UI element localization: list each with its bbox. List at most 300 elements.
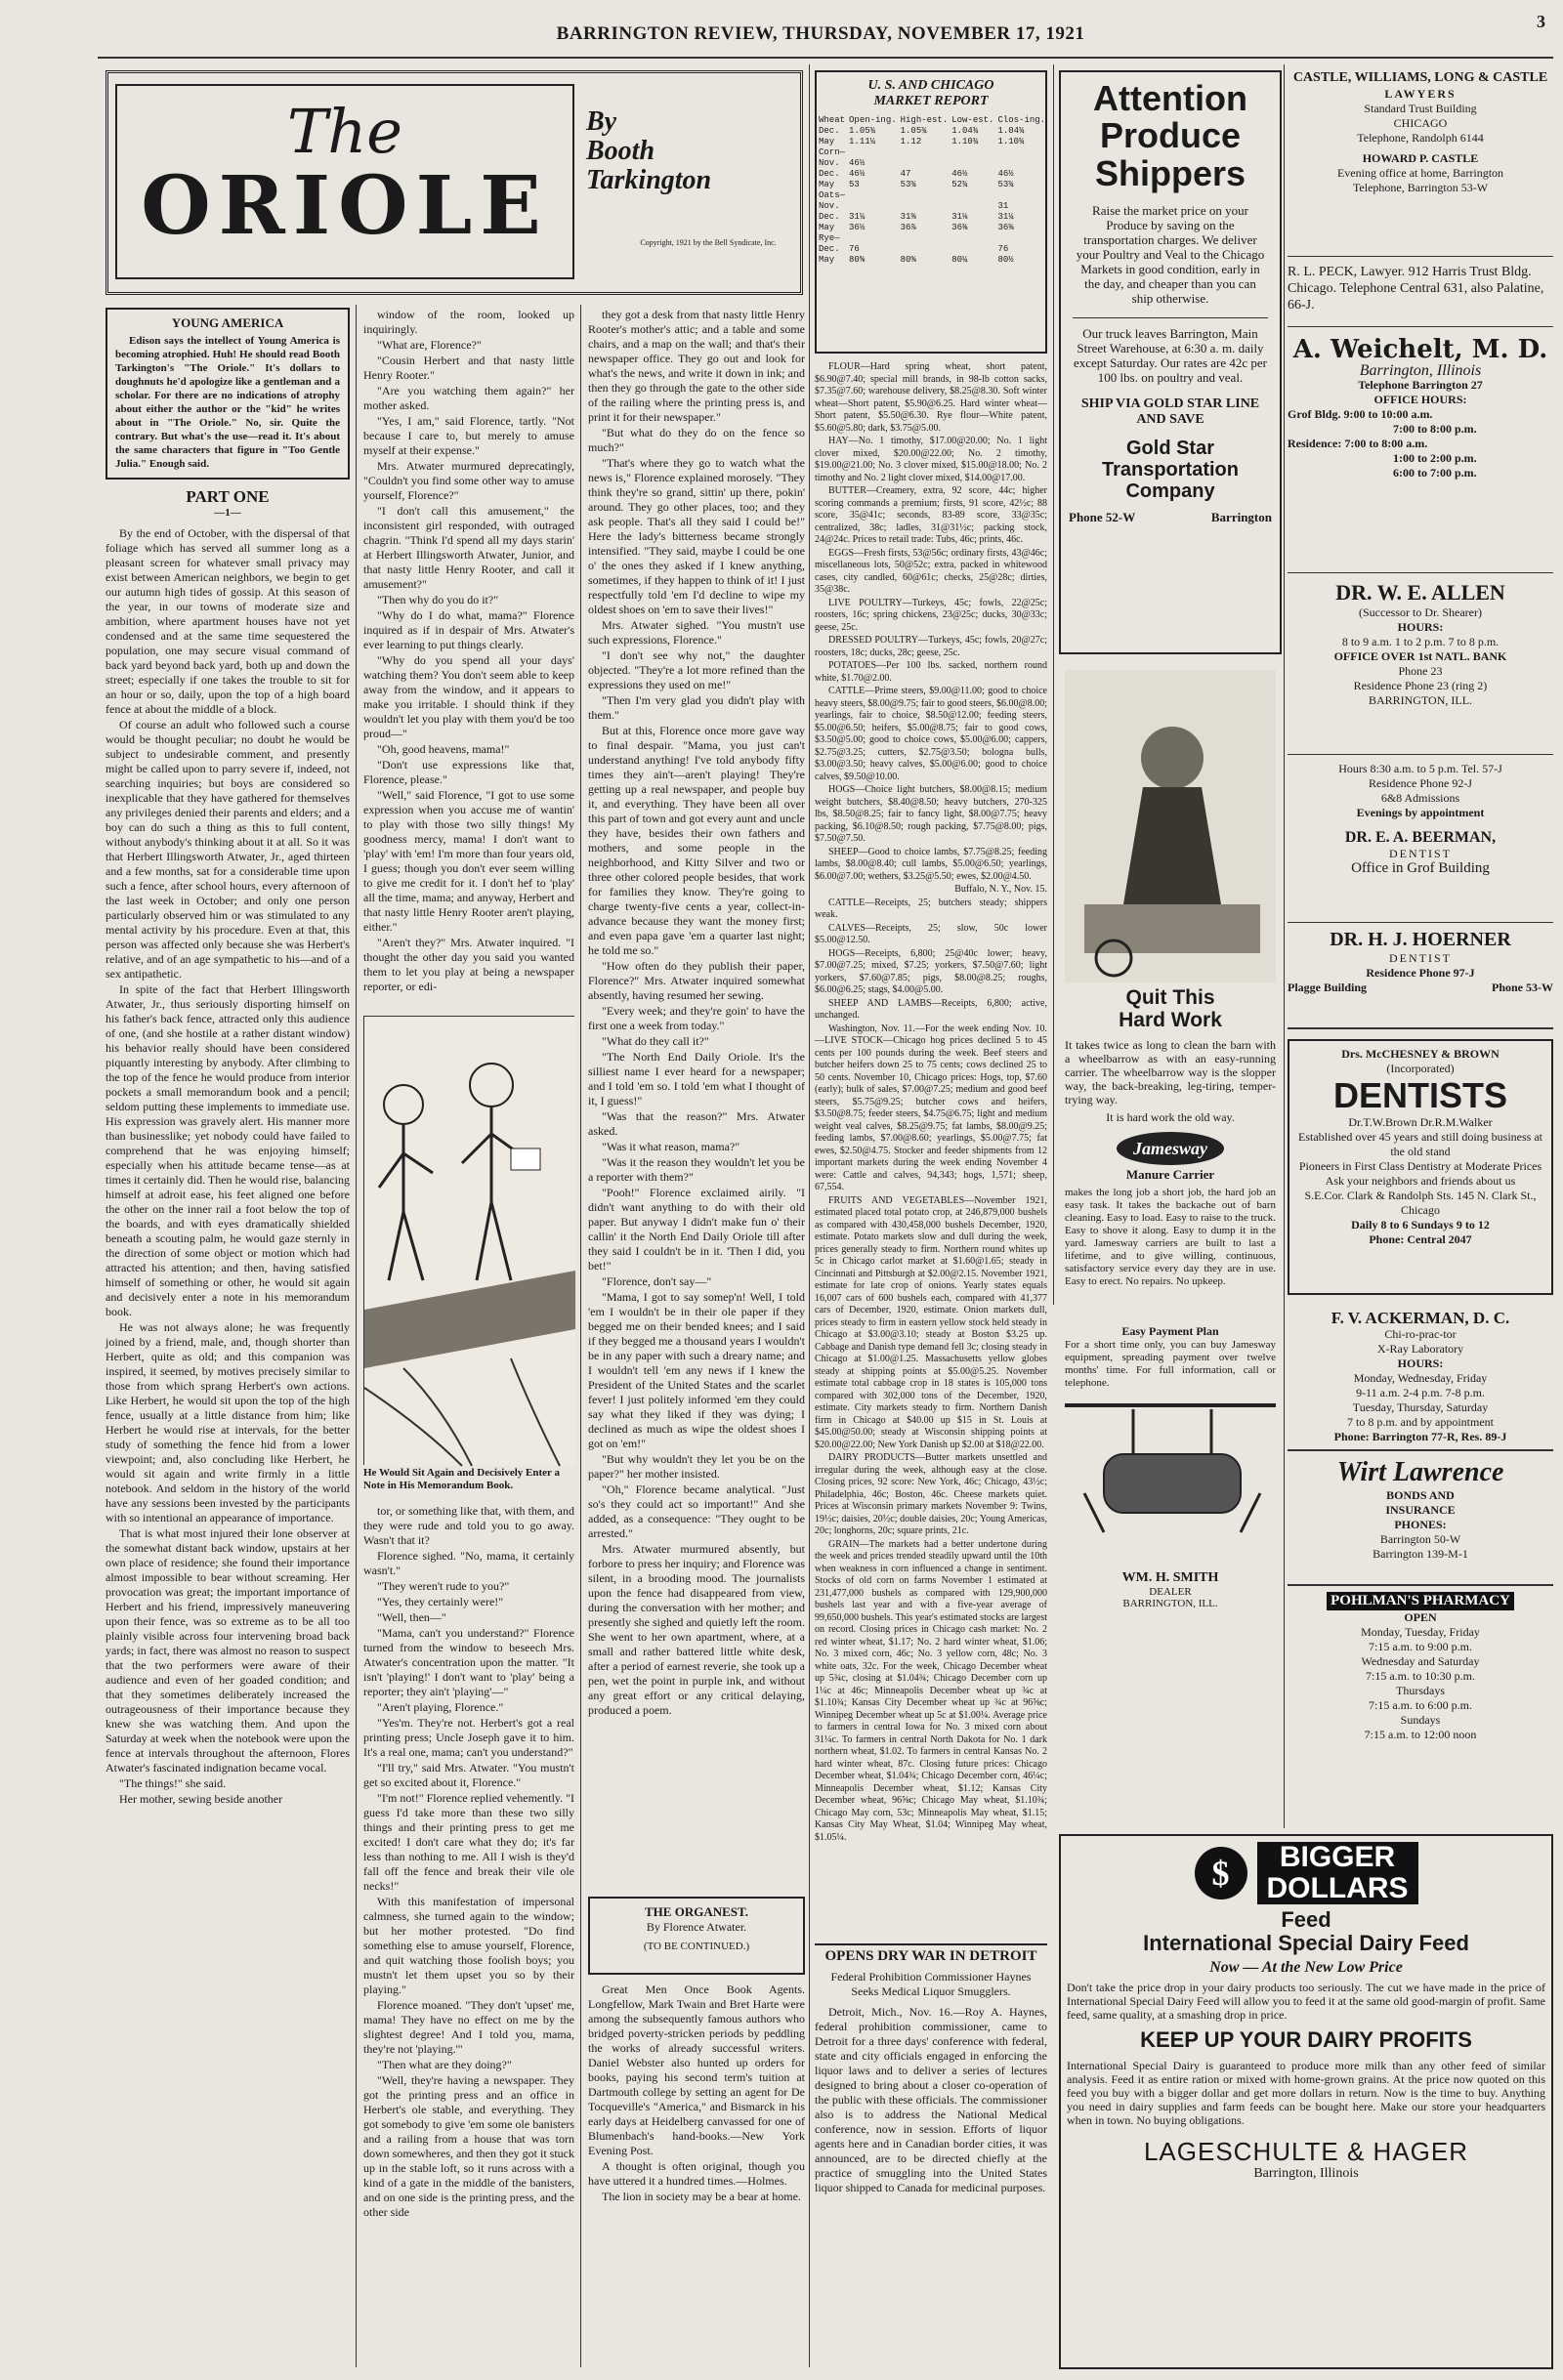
ackerman-line: 9-11 a.m. 2-4 p.m. 7-8 p.m.: [1356, 1386, 1485, 1399]
bigger-dollars-header: [1067, 1842, 1545, 1904]
dry-war-body: Detroit, Mich., Nov. 16.—Roy A. Haynes, federal prohibition commissioner, came to Detroit for a three days' conference with federal, state and city officials engaged in enforcing the liquor laws and to deliver a series of lectures designed to bring about a closer co-operation of the public with these officials. The commissioner also is to address the National Medical conference, now in session. Efforts of liquor agents here and in Canadian border cities, it was announced, are to be directed chiefly at the practice of smuggling into the United States liquor shipped to Canada for medicinal purposes.: [815, 2005, 1047, 2194]
young-america-box: [106, 308, 350, 480]
part-one-head: PART ONE: [186, 487, 270, 506]
allen-hours: HOURS:: [1397, 620, 1444, 634]
attention-phone: Phone 52-W: [1069, 510, 1136, 524]
market-cell: 1.10¾: [997, 137, 1025, 146]
payment-body: For a short time only, you can buy Jamesway equipment, spreading payment over twelve months' time. For full information, call or telephone.: [1065, 1339, 1276, 1389]
story-paragraph: "Well, they're having a newspaper. They got the printing press and an office in Herbert's ole stable, and everything. They got somebody to give 'em some ole banisters and a railing from a house that was torn down somewheres, and then they got it stuck up in the stable loft, so it runs across with a kind of a gate in the middle of the banisters, and on one side is the printing press, and the other side: [363, 2073, 574, 2219]
story-paragraph: tor, or something like that, with them, and they were rude and told you to go away. Wasn't that it?: [363, 1504, 574, 1547]
story-paragraph: With this manifestation of impersonal calmness, she turned again to the window; but her mother protested. "Do find something else to amuse yourself, Florence, and quit watching those foolish boys; you mustn't let them upset you so by their playing.": [363, 1895, 574, 1996]
lawrence-line: PHONES:: [1394, 1518, 1447, 1531]
pharmacy-card: [1288, 1592, 1553, 1742]
market-paragraph: SHEEP AND LAMBS—Receipts, 6,800; active, unchanged.: [815, 997, 1047, 1021]
market-paragraph: FLOUR—Hard spring wheat, short patent, $6.90@7.40; special mill brands, in 98-lb cotton sacks, $7.35@7.60; warehouse delivery, $8.25@8.30. Soft winter wheat—Short patent, $5.90@6.25. Hard winter wheat—Short patent, $5.50@6.30. Rye flour—White patent, $5.60@5.80; dark, $3.75@5.00.: [815, 361, 1047, 434]
market-cell: Oats—: [819, 190, 846, 200]
market-col-head: Wheat: [819, 115, 846, 125]
market-cell: 31¼: [849, 212, 866, 222]
market-cell: 36⅜: [951, 223, 968, 232]
beerman-line: Residence Phone 92-J: [1369, 776, 1472, 790]
market-cell: 36⅞: [900, 223, 916, 232]
market-row: [817, 244, 1047, 255]
allen-line: BARRINGTON, ILL.: [1368, 693, 1473, 707]
bigger-dollars-title: [1257, 1842, 1418, 1904]
story-paragraph: "Yes'm. They're not. Herbert's got a real printing press; Uncle Joseph gave it to him. It's a real one, mama; can't you understand?": [363, 1716, 574, 1759]
castle-card: [1288, 68, 1553, 195]
dealer-role: DEALER: [1149, 1586, 1192, 1598]
attention-truck: Our truck leaves Barrington, Main Street Warehouse, at 6:30 a. m. daily except Saturday. Our rates are 42c per 100 lbs. on poultry and veal.: [1073, 317, 1268, 385]
market-paragraph: LIVE POULTRY—Turkeys, 45c; fowls, 22@25c; roosters, 16c; spring chickens, 23@25c; ducks, 30@33c; geese, 25c.: [815, 597, 1047, 633]
jamesway-product: Manure Carrier: [1125, 1167, 1215, 1182]
market-paragraph: CALVES—Receipts, 25; slow, 50c lower $5.00@12.50.: [815, 922, 1047, 945]
ackerman-card: [1288, 1309, 1553, 1444]
market-cell: 1.10¾: [951, 137, 979, 146]
market-col-head: Low-est.: [951, 115, 994, 125]
page-number: 3: [1537, 12, 1545, 31]
story-paragraph: Mrs. Atwater sighed. "You mustn't use such expressions, Florence.": [588, 618, 805, 647]
allen-line: Phone 23: [1398, 664, 1443, 678]
story-paragraph: In spite of the fact that Herbert Illingsworth Atwater, Jr., thus seriously disporting himself on his father's back fence, attracted only this audience of one, (and she hostile at a rather distant window) his behavior really should have been considered piquantly interesting by anybody. After climbing to the top of the fence he would produce from interior pockets a small memorandum book and a pencil; seldom putting these implements to immediate use. His expression was gravely alert. His manner more than businesslike; yet nobody could have failed to comprehend that he was enjoying himself; especially when his attitude became tense—as at times it certainly did. Then he would rise, balancing himself at adroit ease, his feet aligned one before the other on the inner rail a foot below the top of the boards, and with eyes dramatically shielded beneath a scouting palm, he would gaze sternly in the direction of some object or motion which had attracted his attention; and then, having satisfied himself of something or other, he would sit again and decisively enter a note in his memorandum book.: [106, 982, 350, 1318]
bigger-product: International Special Dairy Feed: [1143, 1931, 1469, 1955]
beerman-line: 6&8 Admissions: [1380, 791, 1460, 805]
story-paragraph: "What are, Florence?": [377, 338, 482, 352]
market-paragraph: GRAIN—The markets had a better undertone during the week and prices trended steadily upward until the 10th when weakness in corn influenced a change in sentiment. Stocks of old corn on farms November 1 estimated at 231,477,000 bushels as compared with 129,900,000 bushels last year and with a five-year average of 99,650,000 bushels. This year's estimated stocks are largest on record. Closing prices in Chicago cash market: No. 2 red winter wheat, $1.17; No. 2 hard winter wheat, $1.06; No. 3 mixed corn, 46c; No. 3 yellow corn, 48c; No. 3 white oats, 32c. For the week, Chicago December wheat up 5¾c, closing at $1.04¾; Chicago December corn up 1¼c at 46c; Minneapolis December wheat up ¾c at $1.10¾; Kansas City December wheat up ¾c at 96⅝c; Winnipeg December wheat up 5c at $1.00¼. Average price to farmers in central Iowa for No. 3 mixed corn about 31¼c. To farmers in central North Dakota for No. 1 dark northern wheat, $1.02. To farmers in central Kansas No. 2 hard winter wheat, 87c. Closing future prices: Chicago December wheat, $1.04¾; Chicago December corn, 46¼c; Minneapolis December wheat, $1.12; Kansas City December wheat, 96⅝c; Chicago May wheat, $1.10¾; Chicago May corn, 53c; Minneapolis May wheat, $1.15; Kansas City May Wheat, $1.04; Winnipeg May wheat, $1.05¼.: [815, 1538, 1047, 1843]
market-row: [817, 180, 1047, 190]
market-title-1: U. S. AND CHICAGO: [867, 78, 994, 93]
market-cell: Dec.: [819, 244, 840, 254]
market-col-head: Clos-ing.: [997, 115, 1046, 125]
story-paragraph: "Why do I do what, mama?" Florence inquired as if in despair of Mrs. Atwater's ever learning to put things clearly.: [363, 608, 574, 651]
market-table: [817, 115, 1047, 266]
market-cell: 80⅝: [849, 255, 866, 265]
market-cell: [847, 201, 899, 212]
weichelt-card: [1288, 336, 1553, 480]
story-paragraph: "Then why do you do it?": [377, 593, 499, 606]
market-row: [817, 255, 1047, 266]
dentists-inc: (Incorporated): [1386, 1062, 1455, 1075]
hoerner-role: DENTIST: [1389, 951, 1452, 965]
market-cell: 46½: [997, 169, 1014, 179]
dentists-top: Drs. McCHESNEY & BROWN: [1341, 1047, 1500, 1061]
filler-paragraph: A thought is often original, though you have uttered it a hundred times.—Holmes.: [588, 2159, 805, 2188]
hoerner-footer: [1288, 981, 1553, 995]
market-text-column: [815, 361, 1047, 1843]
market-cell: [847, 190, 899, 201]
market-cell: [950, 201, 995, 212]
story-paragraph: "Aren't they?" Mrs. Atwater inquired. "I thought the other day you said you wanted them to let you play at being a newspaper reporter, or edi-: [363, 936, 574, 993]
pharmacy-line: Monday, Tuesday, Friday: [1361, 1625, 1480, 1639]
market-paragraph: CATTLE—Prime steers, $9.00@11.00; good to choice heavy steers, $8.00@9.75; fair to good steers, $6.00@8.00; yearlings, fair to choice, $8.50@12.00; feeding steers, $5.00@6.50; heifers, $5.00@8.75; fair to good cows, $3.50@5.00; good to choice cows, $5.00@6.00; cappers, $2.75@3.25; cutters, $2.75@3.50; bologna bulls, $3.00@3.50; heavy calves, $5.00@6.00; good to choice calves, $9.50@10.00.: [815, 686, 1047, 782]
story-paragraph: "They weren't rude to you?": [377, 1579, 510, 1593]
story-paragraph: "Cousin Herbert and that nasty little Henry Rooter.": [363, 354, 574, 382]
story-paragraph: Mrs. Atwater murmured absently, but forbore to press her inquiry; and Florence was silent, in a brooding mood. The journalists upon the fence had disappeared from view, during the conversation with her mother; and presently she sighed and quietly left the room. She went to her own apartment, where, at a small and rather battered little white desk, after a period of earnest reverie, she took up a pen, wet the point in purple ink, and without any great effort or any critical delaying, produced a poem.: [588, 1542, 805, 1717]
card-divider: [1288, 256, 1553, 257]
story-column-3: [588, 308, 805, 1890]
attention-footer: [1069, 510, 1272, 525]
bigger-now: Now — At the New Low Price: [1209, 1959, 1403, 1976]
market-row: [817, 158, 1047, 169]
weichelt-hours-row: 6:00 to 7:00 p.m.: [1393, 466, 1477, 480]
market-paragraph: SHEEP—Good to choice lambs, $7.75@8.25; feeding lambs, $8.00@8.40; cull lambs, $5.00@6.50; yearlings, $6.00@7.00; wethers, $3.25@5.50; ewes, $2.00@4.50.: [815, 846, 1047, 882]
story-column-2-top: [363, 308, 574, 1011]
market-cell: 80⅝: [900, 255, 916, 265]
weichelt-name: A. Weichelt, M. D.: [1292, 335, 1548, 364]
hoerner-card: [1288, 928, 1553, 995]
story-paragraph: "I'm not!" Florence replied vehemently. "I guess I'd take more than these two silly things and their printing press to get me excited! I don't care what they do; it's far less than nothing to me. All I wish is they'd fall off the fence and break their vile ole necks!": [363, 1791, 575, 1893]
story-paragraph: "Was it the reason they wouldn't let you be a reporter with them?": [588, 1155, 805, 1184]
market-row: [817, 212, 1047, 223]
market-cell: May: [819, 180, 835, 189]
story-paragraph: By the end of October, with the dispersal of that foliage which has served all summer long as a pleasant screen for whatever small privacy may exist between American neighbors, we begin to get our autumn high tides of gossip. At this season of the year, in our towns of moderate size and ambition, where apartment houses have not yet condensed and at the same time sequestered the population, one may secure visual command of back yard beyond back yard, both up and down the street; especially if one takes the trouble to sit for an hour or so, daily, upon the top of a high board fence at about the middle of a block.: [106, 526, 350, 716]
market-row: [817, 147, 1047, 158]
market-paragraph: HAY—No. 1 timothy, $17.00@20.00; No. 1 light clover mixed, $20.00@22.00; No. 2 timothy, $19.00@21.00; No. 3 clover mixed, $15.00@18.00; No. 2 timothy and No. 2 light clover mixed, $14.00@17.00.: [815, 436, 1047, 483]
story-paragraph: Of course an adult who followed such a course would be thought peculiar; no doubt he would be subject to undesirable comment, and presently might be called upon to parry severe if, indeed, not searching inquiries; but boys are considered so inexplicable that they have gathered for themselves any privileges denied their parents and elders; and a boy can do such a thing as this to full content, without anybody's thinking about it at all. So it was that Herbert Illingsworth Atwater, Jr., aged thirteen and a few months, sat for a considerable time upon such a fence, after school hours, every afternoon of the last week in October; and only one person particularly observed him or was stimulated to any mental activity by his procedure. Even at that, this person was affected only because she was Herbert's relative, and of an age sympathetic to his—and of a sex antipathetic.: [106, 718, 350, 981]
story-paragraph: "Florence, don't say—": [602, 1274, 712, 1288]
market-cell: 31⅜: [900, 212, 916, 222]
story-paragraph: Florence sighed. "No, mama, it certainly wasn't.": [363, 1549, 574, 1577]
market-row: [817, 126, 1047, 137]
story-paragraph: "But why wouldn't they let you be on the paper?" her mother insisted.: [588, 1452, 805, 1481]
market-col-head: High-est.: [900, 115, 949, 125]
market-cell: May: [819, 137, 835, 146]
illustration-caption: He Would Sit Again and Decisively Enter a Note in His Memorandum Book.: [363, 1467, 560, 1491]
pharmacy-line: 7:15 a.m. to 6:00 p.m.: [1369, 1698, 1472, 1712]
market-cell: 1.12: [900, 137, 922, 146]
filler-paragraph: The lion in society may be a bear at home.: [602, 2190, 801, 2203]
market-cell: 53¾: [900, 180, 916, 189]
bigger-town: Barrington, Illinois: [1253, 2166, 1359, 2181]
attention-head-1: Attention: [1093, 78, 1247, 118]
pharmacy-line: 7:15 a.m. to 12:00 noon: [1364, 1728, 1477, 1741]
market-row: [817, 223, 1047, 233]
allen-card: [1288, 580, 1553, 708]
market-cell: Dec.: [819, 126, 840, 136]
organist-title: THE ORGANEST.: [645, 1904, 748, 1919]
market-cell: Rye—: [819, 233, 840, 243]
oriole-title-box: [115, 84, 574, 279]
allen-name: DR. W. E. ALLEN: [1335, 580, 1505, 605]
market-cell: 52¾: [951, 180, 968, 189]
ackerman-line: Tuesday, Thursday, Saturday: [1352, 1400, 1489, 1414]
dentists-line: Phone: Central 2047: [1369, 1232, 1472, 1246]
weichelt-hours-row: 7:00 to 8:00 p.m.: [1393, 422, 1477, 436]
bigger-feed: Feed: [1281, 1907, 1331, 1932]
story-paragraph: "Then what are they doing?": [377, 2058, 512, 2071]
market-row: [817, 169, 1047, 180]
story-paragraph: "Then I'm very glad you didn't play with them.": [588, 693, 805, 722]
weichelt-hours-row: 1:00 to 2:00 p.m.: [1393, 451, 1477, 465]
story-paragraph: He was not always alone; he was frequently joined by a friend, male, and, though shorter than Herbert, quite as old; and this companion was inspired, it seemed, by motives precisely similar to those from which sprang Herbert's own actions. Like Herbert, he would sit upon the top of the high fence, usually at a little distance from him; like Herbert he would rise at intervals, for the better study of something the fence hid from a lower viewpoint; and, also concluding like Herbert, he would sit again and write firmly in a little notebook. And seldom in the history of the world have any sessions been invested by the participants with so intentional an appearance of importance.: [106, 1320, 350, 1524]
castle-line: Telephone, Barrington 53-W: [1352, 181, 1489, 194]
hoerner-bldg: Plagge Building: [1288, 981, 1368, 994]
market-cell: [950, 147, 995, 158]
market-cell: 46½: [849, 169, 866, 179]
market-paragraph: HOGS—Choice light butchers, $8.00@8.15; medium weight butchers, $8.40@8.50; heavy butchers, 270-325 lbs, $8.50@8.25; fair to fancy light, $8.00@7.75; heavy packing, $6.10@8.50; rough packing, $7.75@8.00; pigs, $7.50@7.50.: [815, 784, 1047, 844]
peck-card: R. L. PECK, Lawyer. 912 Harris Trust Bldg. Chicago. Telephone Central 631, also Palatine, 66-J.: [1288, 265, 1544, 313]
pharmacy-line: Wednesday and Saturday: [1361, 1654, 1480, 1668]
lawrence-line: INSURANCE: [1385, 1503, 1456, 1517]
card-divider: [1288, 1584, 1553, 1586]
allen-line: Residence Phone 23 (ring 2): [1353, 679, 1488, 692]
oriole-title-word: ORIOLE: [141, 159, 549, 253]
dentists-line: S.E.Cor. Clark & Randolph Sts. 145 N. Clark St., Chicago: [1304, 1189, 1537, 1217]
ackerman-role: Chi-ro-prac-tor: [1384, 1327, 1457, 1341]
oriole-byline: [586, 107, 791, 195]
weichelt-hours-row: Residence: 7:00 to 8:00 a.m.: [1288, 437, 1428, 450]
ackerman-line: Monday, Wednesday, Friday: [1353, 1371, 1488, 1385]
market-cell: [847, 233, 899, 244]
story-paragraph: "But what do they do on the fence so much?": [588, 426, 805, 454]
column-rule: [809, 64, 810, 2367]
quit-head-1: Quit This: [1125, 986, 1215, 1009]
payment-head: Easy Payment Plan: [1121, 1324, 1219, 1338]
market-cell: 31⅛: [951, 212, 968, 222]
pharmacy-name: POHLMAN'S PHARMACY: [1327, 1592, 1514, 1610]
hoerner-name: DR. H. J. HOERNER: [1330, 929, 1511, 950]
jamesway-ad-lower: [1059, 1318, 1282, 1650]
weichelt-hours: OFFICE HOURS:: [1373, 393, 1467, 406]
organist-continued: (TO BE CONTINUED.): [643, 1941, 750, 1952]
author-first: Booth: [586, 136, 655, 166]
dealer-town: BARRINGTON, ILL.: [1122, 1598, 1218, 1609]
story-illustration: [363, 1016, 574, 1465]
story-paragraph: Mrs. Atwater murmured deprecatingly, "Couldn't you find some other way to amuse yourself, Florence?": [363, 459, 574, 502]
market-paragraph: DAIRY PRODUCTS—Butter markets unsettled and irregular during the week, although easy at the close. Closing prices, 92 score: New York, 46c; Chicago, 43½c; Philadelphia, 46c; Boston, 46c. Cheese markets quiet. Prices at Wisconsin primary markets November 9: Twins, 19½c; daisies, 20½c; double daisies, 20c; Young Americas, 20c; longhorns, 20c; square prints, 21c.: [815, 1452, 1047, 1536]
jamesway-features: makes the long job a short job, the hard job an easy task. It takes the backache out of barn cleaning. Easy to load. Easy to raise to the truck. Easy to shove it along. Easy to dump it in the yard. Jamesway carriers are built to last a lifetime, and to give willing, continuous, satisfactory service every day they are in use. Easy to erect. No repairs. No upkeep.: [1065, 1187, 1276, 1287]
market-cell: May: [819, 255, 835, 265]
market-paragraph: Washington, Nov. 11.—For the week ending Nov. 10.—LIVE STOCK—Chicago hog prices declined 5 to 45 cents per 100 pounds during the week. Beef steers and butcher heifers down 25 to 75 cents; cows declined 25 to 50 cents. November 10, Chicago prices: Hogs, top, $7.60 (early); bulk of sales, $7.00@7.25; medium and good beef steers, $5.75@9.25; butcher cows and heifers, $3.50@8.75; feeder steers, $4.75@6.75; light and medium weight veal calves, $8.25@9.75; fat lambs, $8.00@9.25; feeding lambs, $7.00@8.60; yearlings, $5.00@7.75; fat ewes, $2.50@4.75. Stocker and feeder shipments from 12 important markets during the week ending November 4 were: Cattle and calves, 94,343; hogs, 1,571; sheep, 67,554.: [815, 1023, 1047, 1192]
story-paragraph: "Mama, I got to say somep'n! Well, I told 'em I wouldn't be in their ole paper if they begged me on their bended knees; and I said if they begged me a thousand years I wouldn't be in any paper with such a dreary name; and I wouldn't tell 'em any news if I knew the President of the United States and the scarlet fever! I just politely informed 'em they could say what they liked if they was dying; I declined as much as wipe the oldest shoes I got on 'em!": [588, 1290, 805, 1450]
dollar-coin-icon: $: [1195, 1847, 1247, 1900]
lawrence-line: Barrington 139-M-1: [1373, 1547, 1468, 1561]
quit-body-2: It is hard work the old way.: [1106, 1110, 1235, 1124]
story-column-1: [106, 308, 350, 2368]
story-paragraph: "I don't call this amusement," the inconsistent girl responded, with outraged chagrin. "Think I'd spend all my days starin' at Herbert Illingsworth Atwater, Junior, and that nasty little Henry Rooter, and call it amusement?": [363, 504, 574, 591]
boys-on-fence-illustration: [364, 1017, 575, 1466]
market-paragraph: HOGS—Receipts, 6,800; 25@40c lower; heavy, $7.00@7.25; mixed, $7.25; yorkers, $7.50@7.60; light yorkers, $7.60@7.85; pigs, $8.00@8.25; roughs, $6.00@6.25; stags, $4.00@5.00.: [815, 947, 1047, 995]
story-paragraph: window of the room, looked up inquiringly.: [363, 308, 574, 336]
market-report-box: [815, 70, 1047, 354]
story-paragraph: "Oh, good heavens, mama!": [377, 742, 510, 756]
oriole-title-the: The: [287, 96, 402, 167]
ackerman-line: Phone: Barrington 77-R, Res. 89-J: [1333, 1430, 1507, 1443]
dry-war-head: OPENS DRY WAR IN DETROIT: [815, 1943, 1047, 1964]
castle-line: CHICAGO: [1393, 116, 1448, 130]
story-paragraph: "Don't use expressions like that, Florence, please.": [363, 758, 574, 786]
market-row: [817, 233, 1047, 244]
story-column-2-bottom: [363, 1504, 574, 2368]
market-row: [817, 201, 1047, 212]
story-paragraph: "Aren't playing, Florence.": [377, 1700, 504, 1714]
story-paragraph: "I don't see why not," the daughter objected. "They're a lot more refined than the expressions they used on me!": [588, 648, 805, 691]
attention-head-2: Produce: [1099, 115, 1242, 155]
market-cell: 53: [849, 180, 860, 189]
castle-role: LAWYERS: [1384, 87, 1457, 101]
dentists-line: Established over 45 years and still doing business at the old stand: [1298, 1130, 1542, 1158]
market-cell: Nov.: [819, 158, 840, 168]
market-table-body: [817, 126, 1047, 266]
attention-head-3: Shippers: [1094, 153, 1246, 193]
market-cell: [899, 201, 950, 212]
story-paragraph: "Why do you spend all your days' watching them? You don't seem able to keep away from the window, and it appears to make you irritable. I should think if they wouldn't let you play with them you'd be too proud—": [363, 653, 574, 740]
part-one-sub: —1—: [214, 507, 241, 519]
dentists-line: Ask your neighbors and friends about us: [1325, 1174, 1516, 1188]
story-paragraph: "How often do they publish their paper, Florence?" Mrs. Atwater inquired somewhat absently, having resumed her sewing.: [588, 959, 805, 1002]
market-cell: Dec.: [819, 212, 840, 222]
market-cell: [995, 158, 1047, 169]
market-cell: 31¼: [997, 212, 1014, 222]
market-cell: 1.04¾: [997, 126, 1025, 136]
market-cell: 46½: [951, 169, 968, 179]
weichelt-tel: Telephone Barrington 27: [1358, 378, 1483, 392]
market-cell: 1.04¾: [951, 126, 979, 136]
by-label: By: [586, 106, 617, 137]
market-paragraph: BUTTER—Creamery, extra, 92 score, 44c; higher scoring commands a premium; firsts, 91 score, 42½c; 88 score, 35@41c; seconds, 83-89 score, 33@35c; centralized, 38c; ladles, 31@31½c; packing stock, 24@24c. Prices to retail trade: Tubs, 46c; prints, 46c.: [815, 485, 1047, 545]
story-paragraph: "Pooh!" Florence exclaimed airily. "I didn't want anything to do with their old paper. But anyway I didn't make fun o' their callin' it the North End Daily Oriole till after they said I couldn't be in it. 'Then I did, you bet!": [588, 1186, 805, 1273]
pharmacy-open: OPEN: [1404, 1610, 1437, 1624]
dentists-drs: Dr.T.W.Brown Dr.R.M.Walker: [1348, 1115, 1493, 1129]
young-america-head: YOUNG AMERICA: [171, 315, 284, 330]
pharmacy-line: 7:15 a.m. to 9:00 p.m.: [1369, 1640, 1472, 1653]
hoerner-res: Residence Phone 97-J: [1366, 966, 1475, 980]
market-cell: [899, 147, 950, 158]
weichelt-hours-row: Grof Bldg. 9:00 to 10:00 a.m.: [1288, 407, 1433, 421]
card-divider: [1288, 1027, 1553, 1029]
dentists-line: Pioneers in First Class Dentistry at Moderate Prices: [1298, 1159, 1542, 1173]
lawrence-line: BONDS AND: [1386, 1488, 1455, 1502]
attention-company: Gold Star Transportation Company: [1101, 438, 1239, 502]
beerman-line: Evenings by appointment: [1356, 806, 1485, 819]
attention-shippers-ad: [1059, 70, 1282, 654]
ackerman-hours: HOURS:: [1397, 1357, 1444, 1370]
lawrence-line: Barrington 50-W: [1379, 1532, 1461, 1546]
quit-head-2: Hard Work: [1119, 1009, 1222, 1031]
pharmacy-line: 7:15 a.m. to 10:30 p.m.: [1366, 1669, 1475, 1683]
market-cell: 47: [900, 169, 911, 179]
market-cell: Nov.: [819, 201, 840, 211]
bigger-body-2: International Special Dairy is guaranteed to produce more milk than any other feed of similar analysis. Feed it as entire ration or mixed with home-grown grains. At the price now quoted on this feed you buy with a bigger dollar and get more dollars in return. Now is the time to buy. Anything you need in dairy supplies and farm feeds can be bought here. Make our store your headquarters when in town. No buying obligations.: [1067, 2059, 1545, 2127]
dry-war-deck: Federal Prohibition Commissioner Haynes Seeks Medical Liquor Smugglers.: [830, 1970, 1032, 1998]
story-paragraph: Florence moaned. "They don't 'upset' me, mama! They have no effect on me by the slightest degree! And I told you, mama, they're not 'playing.'": [363, 1998, 574, 2056]
beerman-office: Office in Grof Building: [1351, 860, 1490, 876]
masthead: BARRINGTON REVIEW, THURSDAY, NOVEMBER 17, 1921: [556, 23, 1085, 44]
story-paragraph: "Was that the reason?" Mrs. Atwater asked.: [588, 1109, 805, 1138]
castle-line: Standard Trust Building: [1364, 102, 1477, 115]
castle-name: CASTLE, WILLIAMS, LONG & CASTLE: [1292, 70, 1548, 85]
bigger-dollars-ad: [1059, 1834, 1553, 2369]
dentists-line: Daily 8 to 6 Sundays 9 to 12: [1351, 1218, 1490, 1232]
market-cell: [995, 190, 1047, 201]
market-cell: [995, 147, 1047, 158]
market-paragraph: POTATOES—Per 100 lbs. sacked, northern round white, $1.70@2.00.: [815, 660, 1047, 684]
market-cell: 1.05¾: [900, 126, 927, 136]
story-paragraph: they got a desk from that nasty little Henry Rooter's mother's attic; and a table and some chairs, and a map on the wall; and that's their newspaper office. They go out and look for what's the news, and write it down in ink; and then they go through the gate to the other side of the railing where the printing press is, and print it for their newspaper.": [588, 308, 805, 424]
market-cell: May: [819, 223, 835, 232]
market-paragraph: DRESSED POULTRY—Turkeys, 45c; fowls, 20@27c; roosters, 18c; ducks, 28c; geese, 25c.: [815, 635, 1047, 658]
market-cell: [950, 158, 995, 169]
pharmacy-line: Thursdays: [1396, 1684, 1445, 1697]
attention-town: Barrington: [1210, 510, 1272, 524]
market-row: [817, 190, 1047, 201]
market-cell: [950, 244, 995, 255]
attention-ship: SHIP VIA GOLD STAR LINE AND SAVE: [1080, 397, 1260, 427]
card-divider: [1288, 326, 1553, 327]
bigger-firm: LAGESCHULTE & HAGER: [1143, 2137, 1469, 2166]
ackerman-line: 7 to 8 p.m. and by appointment: [1347, 1415, 1494, 1429]
market-cell: 80½: [997, 255, 1014, 265]
market-cell: 76: [849, 244, 860, 254]
market-cell: [899, 244, 950, 255]
card-divider: [1288, 922, 1553, 923]
dealer-name: WM. H. SMITH: [1121, 1570, 1219, 1585]
allen-line: OFFICE OVER 1st NATL. BANK: [1333, 649, 1507, 663]
lawrence-name: Wirt Lawrence: [1336, 1457, 1504, 1487]
market-cell: 1.05¾: [849, 126, 876, 136]
column-rule: [356, 305, 357, 2367]
market-cell: 1.11¼: [849, 137, 876, 146]
market-cell: 36⅜: [997, 223, 1014, 232]
card-divider: [1288, 754, 1553, 755]
beerman-role: DENTIST: [1389, 847, 1452, 860]
story-paragraph: "Oh," Florence became analytical. "Just so's they could act so important!" And she added, as a consequence: "They ought to be arrested.": [588, 1482, 805, 1540]
allen-line: 8 to 9 a.m. 1 to 2 p.m. 7 to 8 p.m.: [1341, 635, 1500, 648]
ackerman-name: F. V. ACKERMAN, D. C.: [1331, 1309, 1510, 1327]
castle-howard: HOWARD P. CASTLE: [1362, 151, 1479, 165]
story-paragraph: "Well," said Florence, "I got to use some expression when you accuse me of wantin' to play with those two silly things! My goodness mercy, mama! I don't want to 'play' with 'em! I'm more than four years old, I guess; though you don't ever seem willing to give me credit for it. I don't hef to 'play' all the time, mama; and anyway, Herbert and that nasty little Henry Rooter aren't playing, either.": [363, 788, 574, 934]
beerman-card: [1288, 762, 1553, 876]
market-paragraph: CATTLE—Receipts, 25; butchers steady; shippers weak.: [815, 897, 1047, 920]
dry-war-article: [815, 1943, 1047, 2368]
market-cell: 31: [997, 201, 1009, 211]
story-paragraph: "Was it what reason, mama?": [602, 1140, 740, 1153]
market-cell: 53¾: [997, 180, 1014, 189]
attention-body: Raise the market price on your Produce by saving on the transportation charges. We deliver your Poultry and Veal to the Chicago Markets in good condition, early in the day, and cheaper than you can ship otherwise.: [1076, 203, 1265, 306]
author-last: Tarkington: [586, 165, 712, 195]
market-cell: [995, 233, 1047, 244]
market-cell: Dec.: [819, 169, 840, 179]
story-paragraph: "I'll try," said Mrs. Atwater. "You mustn't get so excited about it, Florence.": [363, 1761, 574, 1789]
jamesway-ad: [1059, 664, 1282, 1316]
story-paragraph: "Every week; and they're goin' to have the first one a week from today.": [588, 1004, 805, 1032]
allen-sub: (Successor to Dr. Shearer): [1359, 605, 1482, 619]
bigger-body: Don't take the price drop in your dairy products too seriously. The cut we have made in the price of International Special Dairy Feed will allow you to feed it at the same old good-margin of profit. Same feed, same quality, at a smashing drop in price.: [1067, 1981, 1545, 2022]
story-paragraph: That is what most injured their lone observer at the somewhat distant back window, upstairs at her own place of residence; she found their importance almost impossible to bear without screaming. Her provocation was great; the important importance of Herbert and his friend, impressively maneuvering upon their fence, was so extreme as to be all too plainly visible across four intervening broad back yards; in fact, there was almost no reason to suspect that the two performers were aware of their audience and even of her goaded condition; and that they sometimes deliberately increased the outrageousness of their importance because they knew she was watching them. And upon the Saturday at week when the notebook were upon the fence at intervals throughout the afternoon, Flores Atwater's fascinated indignation became vocal.: [106, 1526, 350, 1775]
market-cell: 76: [997, 244, 1009, 254]
young-america-body: Edison says the intellect of Young America is becoming atrophied. Huh! He should read Booth Tarkington's "The Oriole." It's dollars to doughnuts he'd apologize like a gentleman and a scholar. For there are no indications of atrophy about either the author or the "kid" he writes about in "The Oriole." No, sir. Quite the contrary. But what's the use—read it. It's about the same characters that figure in "Too Gentle Julia." Enough said.: [115, 335, 340, 470]
dentists-card: [1288, 1039, 1553, 1295]
market-table-header: [817, 115, 1047, 126]
market-cell: [847, 147, 899, 158]
story-paragraph: Her mother, sewing beside another: [119, 1792, 283, 1806]
story-paragraph: "Yes, I am," said Florence, tartly. "Not because I care to, but merely to amuse myself at their expense.": [363, 414, 574, 457]
manure-carrier-illustration: [1065, 1396, 1276, 1562]
quit-body: It takes twice as long to clean the barn with a wheelbarrow as with an easy-running carrier. The wheelbarrow way is the slopper way, the back-breaking, leg-tiring, temper-trying way.: [1065, 1038, 1276, 1106]
castle-line: Telephone, Randolph 6144: [1357, 131, 1484, 145]
market-dateline: Buffalo, N. Y., Nov. 15.: [954, 884, 1047, 895]
column-rule: [1284, 64, 1285, 1828]
story-paragraph: "Are you watching them again?" her mother asked.: [363, 384, 574, 412]
market-paragraph: EGGS—Fresh firsts, 53@56c; ordinary firsts, 43@46c; miscellaneous lots, 50@52c; extra, packed in whitewood cases, city candled, 60@61c; checks, 25@28c; dirties, 35@38c.: [815, 547, 1047, 595]
story-paragraph: "What do they call it?": [602, 1034, 709, 1048]
market-cell: [899, 233, 950, 244]
market-cell: [899, 158, 950, 169]
man-with-wheelbarrow-illustration: [1065, 670, 1276, 982]
copyright-line: Copyright, 1921 by the Bell Syndicate, Inc.: [640, 238, 777, 247]
market-row: [817, 137, 1047, 147]
bigger-head-2: DOLLARS: [1257, 1873, 1418, 1904]
hoerner-phone: Phone 53-W: [1492, 981, 1553, 994]
market-cell: Corn—: [819, 147, 846, 157]
